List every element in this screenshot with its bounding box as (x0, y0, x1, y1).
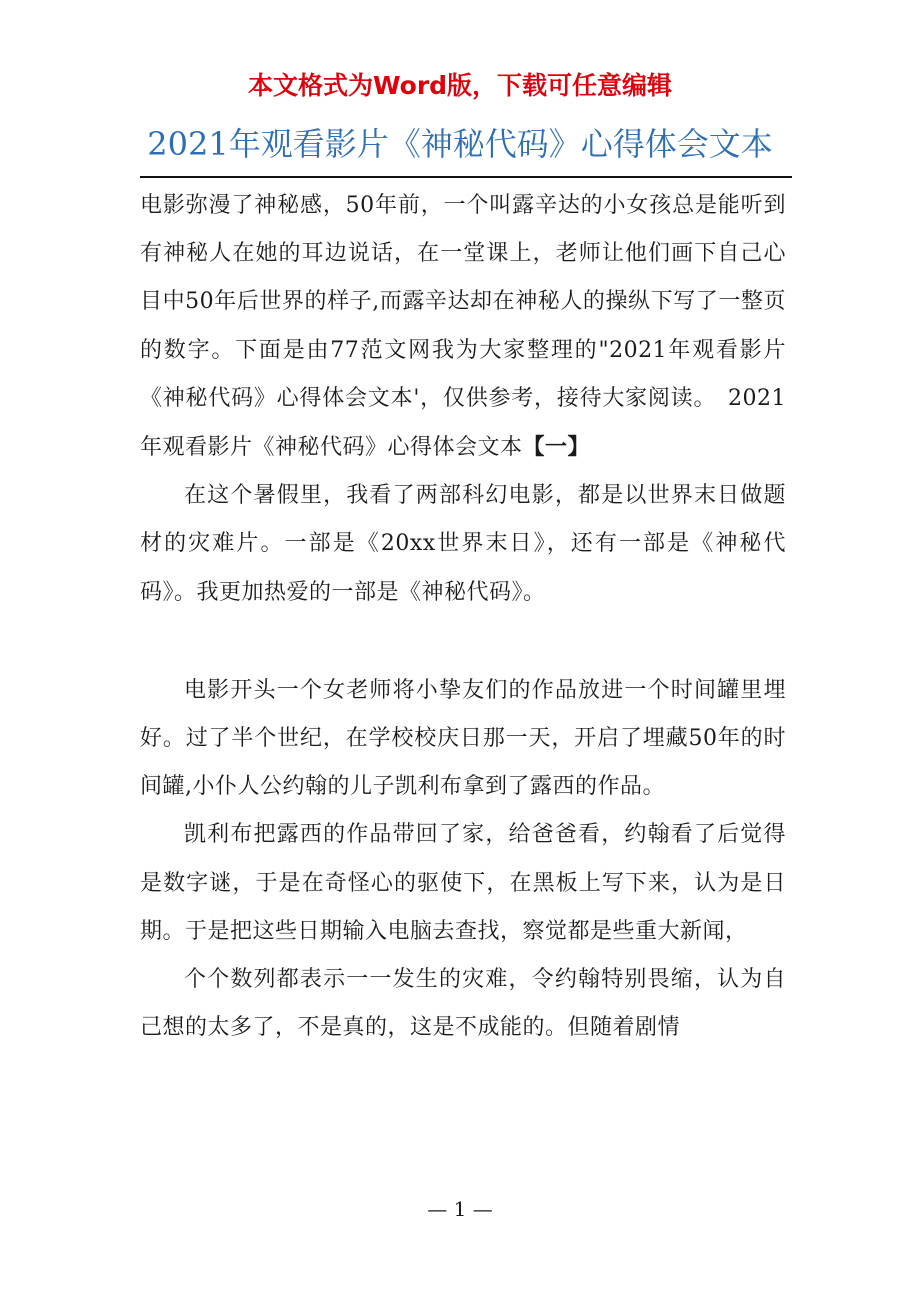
document-title: 2021年观看影片《神秘代码》心得体会文本 (147, 125, 773, 163)
paragraph-2: 电影开头一个女老师将小挚友们的作品放进一个时间罐里埋好。过了半个世纪，在学校校庆日那一天，开启了埋藏50年的时间罐,小仆人公约翰的儿子凯利布拿到了露西的作品。 (140, 677, 786, 800)
paragraph-4: 个个数列都表示一一发生的灾难，令约翰特别畏缩，认为自己想的太多了，不是真的，这是不成能的。但随着剧情 (140, 967, 786, 1041)
intro-text: 电影弥漫了神秘感，50年前，一个叫露辛达的小女孩总是能听到有神秘人在她的耳边说话，在一堂课上，老师让他们画下自己心目中50年后世界的样子,而露辛达却在神秘人的操纵下写了一整页的数字。下面是由77范文网我为大家整理的"2021年观看影片《神秘代码》心得体会文本'，仅供参考，接待大家阅读。 2021年观看影片《神秘代码》心得体会文本 (140, 193, 786, 461)
document-body (140, 182, 786, 1052)
intro-paragraph (140, 182, 786, 472)
page-number: — 1 — (427, 1197, 493, 1221)
paragraph-3: 凯利布把露西的作品带回了家，给爸爸看，约翰看了后觉得是数字谜，于是在奇怪心的驱使下，在黑板上写下来，认为是日期。于是把这些日期输入电脑去查找，察觉都是些重大新闻， (140, 822, 786, 944)
download-notice: 本文格式为Word版，下载可任意编辑 (247, 71, 673, 100)
section-mark: 【一】 (522, 434, 591, 461)
title-divider (140, 176, 792, 178)
paragraph-1: 在这个暑假里，我看了两部科幻电影，都是以世界末日做题材的灾难片。一部是《20xx世界末日》，还有一部是《神秘代码》。我更加热爱的一部是《神秘代码》。 (140, 483, 786, 605)
paragraph-gap (140, 617, 786, 667)
